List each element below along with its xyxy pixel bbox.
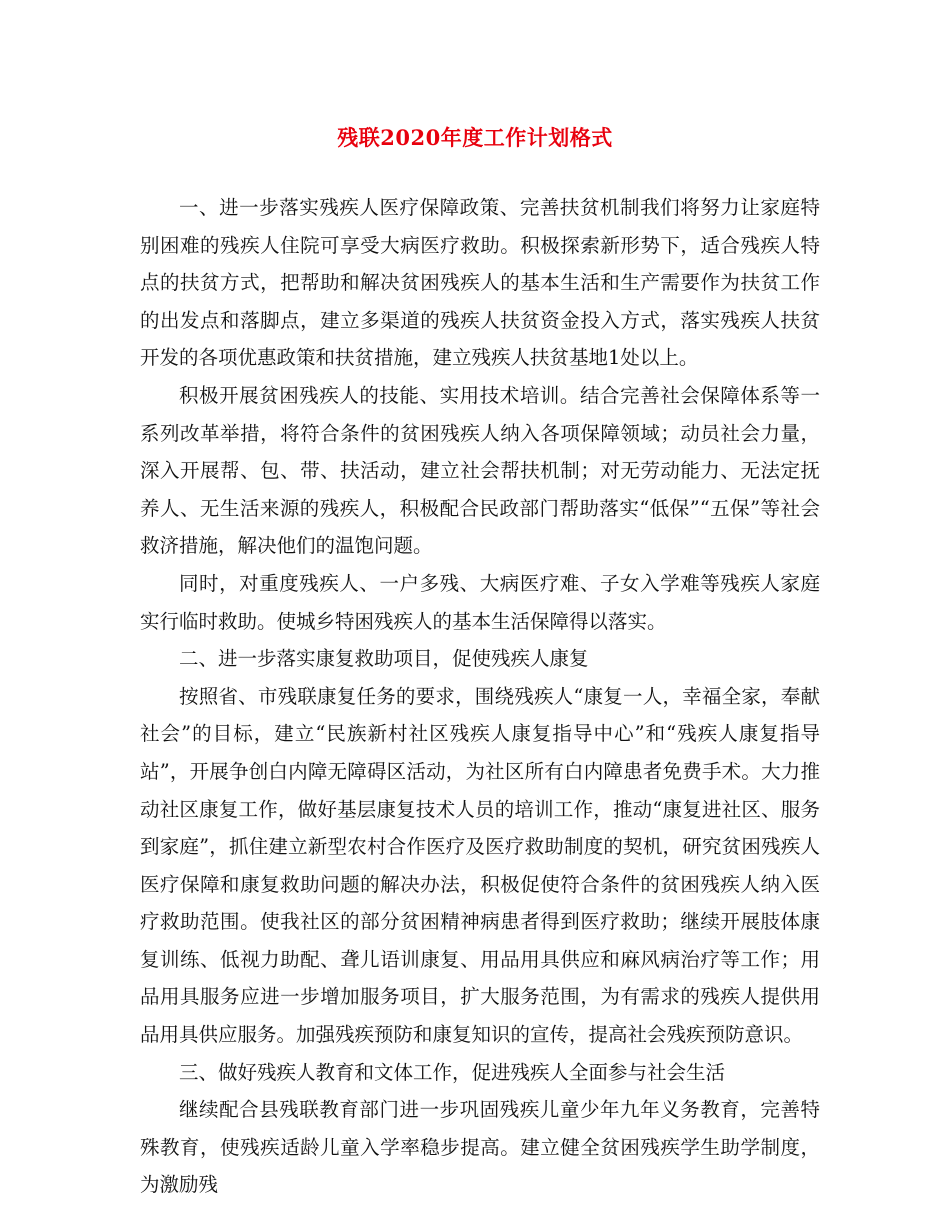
paragraph-2: 积极开展贫困残疾人的技能、实用技术培训。结合完善社会保障体系等一系列改革举措，将符合条件的贫困残疾人纳入各项保障领域；动员社会力量，深入开展帮、包、带、扶活动，建立社会帮扶机制；对无劳动能力、无法定抚养人、无生活来源的残疾人，积极配合民政部门帮助落实“低保”“五保”等社会救济措施，解决他们的温饱问题。 — [140, 383, 820, 558]
section-heading-2: 二、进一步落实康复救助项目，促使残疾人康复 — [179, 647, 589, 671]
paragraph-3: 同时，对重度残疾人、一户多残、大病医疗难、子女入学难等残疾人家庭实行临时救助。使城乡特困残疾人的基本生活保障得以落实。 — [140, 571, 820, 633]
document-body — [140, 189, 820, 1204]
paragraph-1: 一、进一步落实残疾人医疗保障政策、完善扶贫机制我们将努力让家庭特别困难的残疾人住院可享受大病医疗救助。积极探索新形势下，适合残疾人特点的扶贫方式，把帮助和解决贫困残疾人的基本生活和生产需要作为扶贫工作的出发点和落脚点，建立多渠道的残疾人扶贫资金投入方式，落实残疾人扶贫开发的各项优惠政策和扶贫措施，建立残疾人扶贫基地1处以上。 — [140, 196, 820, 370]
paragraph-5: 继续配合县残联教育部门进一步巩固残疾儿童少年九年义务教育，完善特殊教育，使残疾适龄儿童入学率稳步提高。建立健全贫困残疾学生助学制度，为激励残 — [140, 1098, 820, 1197]
section-heading-3: 三、做好残疾人教育和文体工作，促进残疾人全面参与社会生活 — [179, 1060, 726, 1084]
paragraph-4: 按照省、市残联康复任务的要求，围绕残疾人“康复一人，幸福全家，奉献社会”的目标，建立“民族新村社区残疾人康复指导中心”和“残疾人康复指导站”，开展争创白内障无障碍区活动，为社区所有白内障患者免费手术。大力推动社区康复工作，做好基层康复技术人员的培训工作，推动“康复进社区、服务到家庭”，抓住建立新型农村合作医疗及医疗救助制度的契机，研究贫困残疾人医疗保障和康复救助问题的解决办法，积极促使符合条件的贫困残疾人纳入医疗救助范围。使我社区的部分贫困精神病患者得到医疗救助；继续开展肢体康复训练、低视力助配、聋儿语训康复、用品用具供应和麻风病治疗等工作；用品用具服务应进一步增加服务项目，扩大服务范围，为有需求的残疾人提供用品用具供应服务。加强残疾预防和康复知识的宣传，提高社会残疾预防意识。 — [140, 684, 820, 1047]
document-title: 残联2020年度工作计划格式 — [337, 125, 613, 150]
